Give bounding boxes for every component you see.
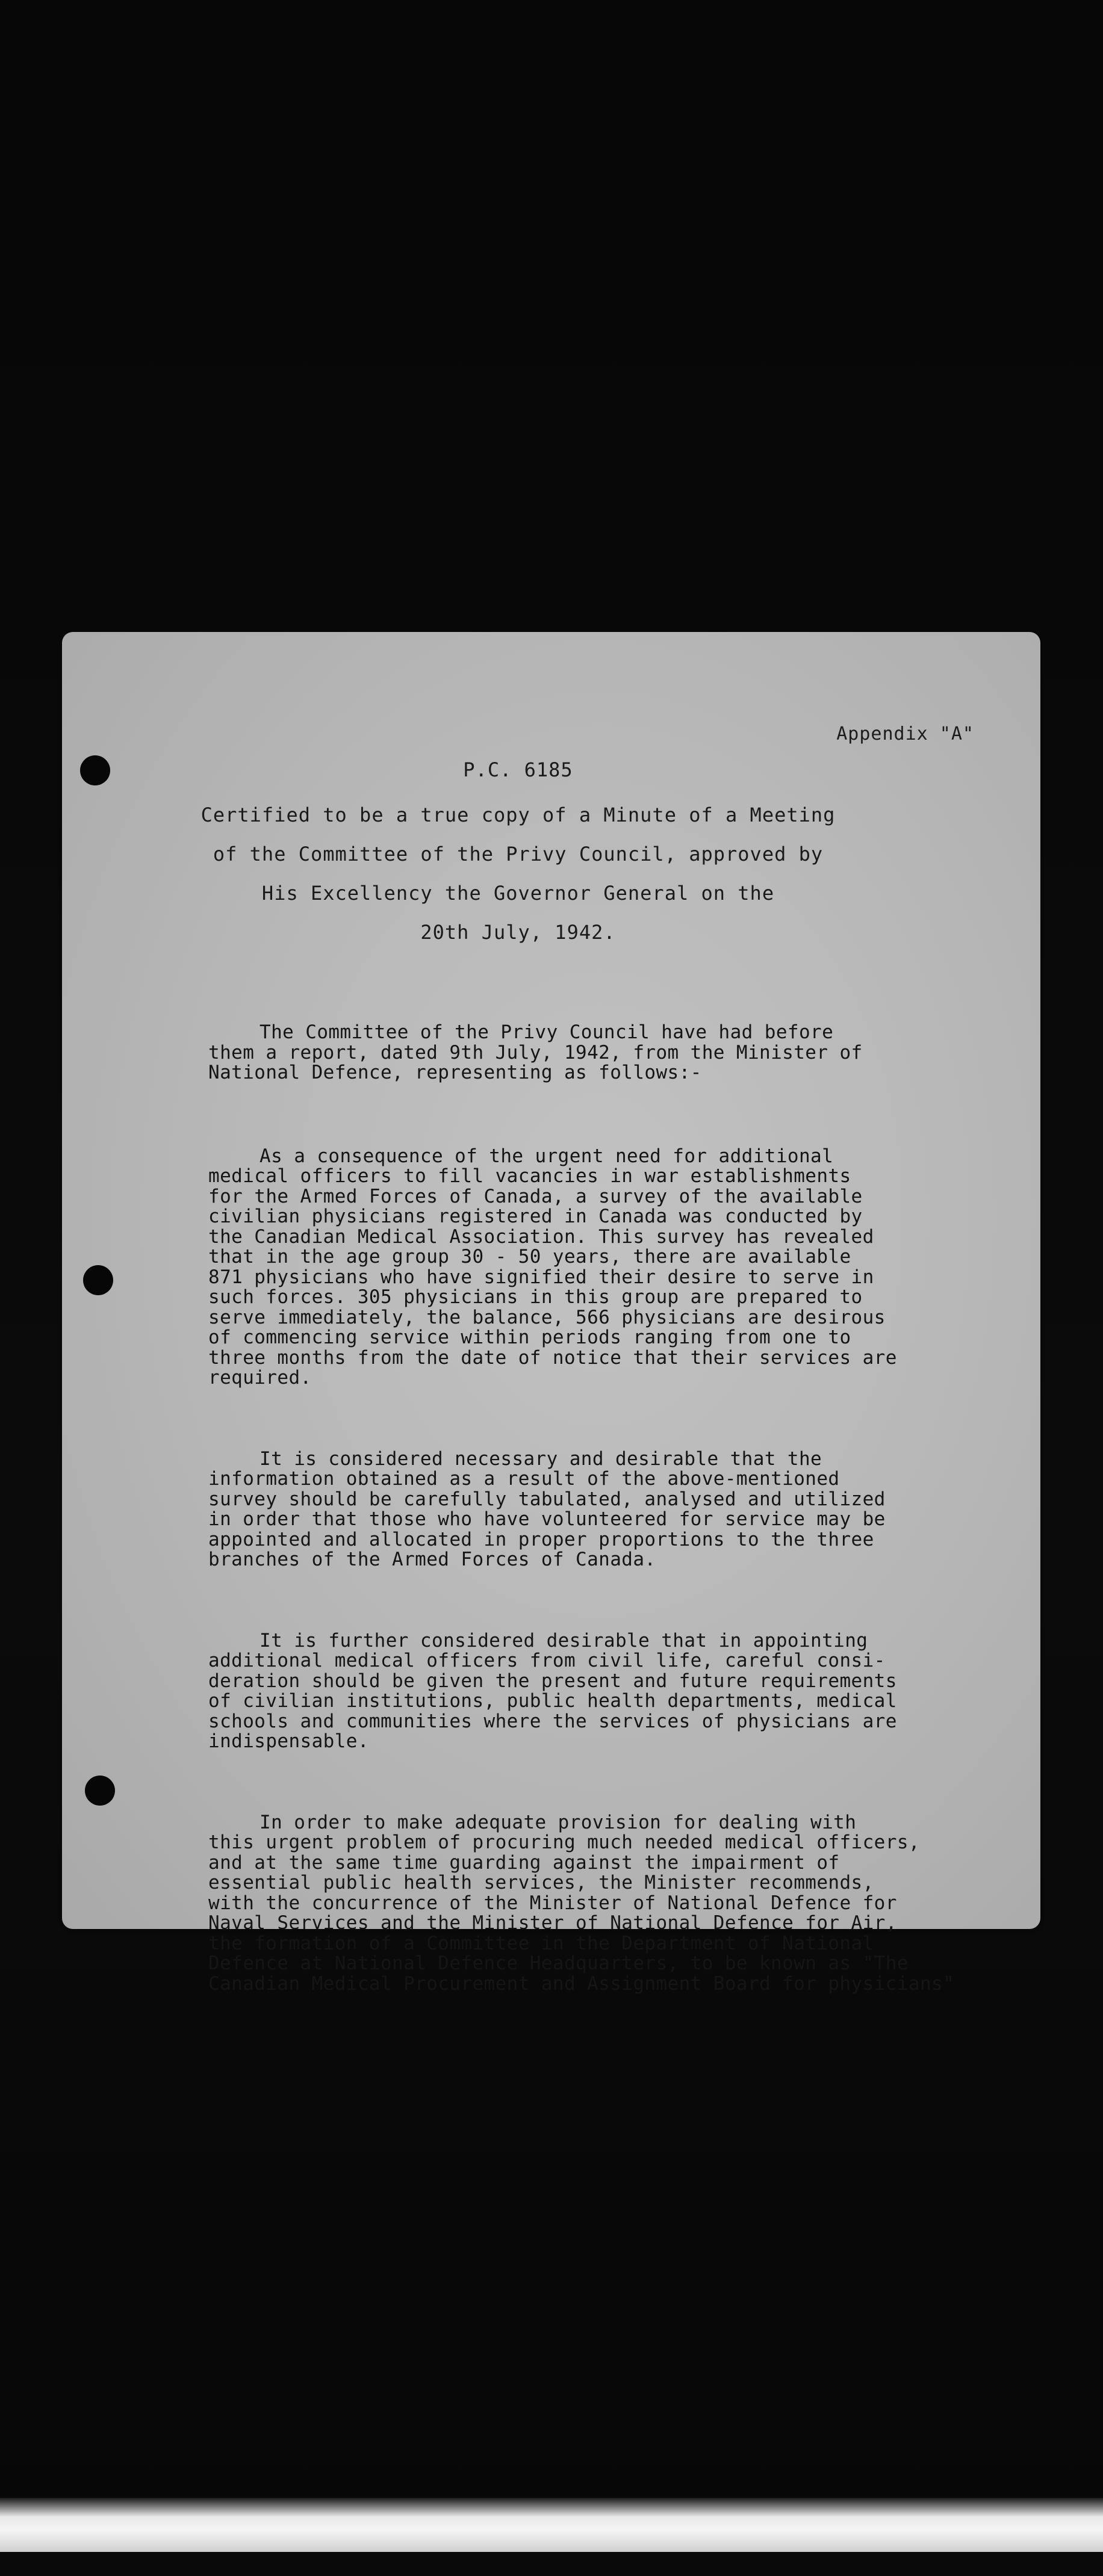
paragraph-report: The Committee of the Privy Council have had before them a report, dated 9th July, 1942, from the Minister of National Defence, representing as follows:-: [208, 1021, 863, 1083]
paragraph-tabulation: It is considered necessary and desirable that the information obtained as a result of the above-mentioned survey should be carefully tabulated, analysed and utilized in order that those who have volunteered for service may be appointed and allocated in proper proportions to the three branches of the Armed Forces of Canada.: [208, 1447, 886, 1570]
appendix-label: Appendix "A": [836, 723, 974, 745]
film-bottom-border: [0, 2552, 1103, 2576]
minute-body: [208, 982, 985, 2055]
order-number: P.C. 6185: [463, 758, 573, 781]
film-edge-strip: [0, 2498, 1103, 2552]
paragraph-civilian-requirements: It is further considered desirable that in appointing additional medical officers from civil life, careful consi- deration should be given the present and future requirements of civilian institutions, public health departments, medical schools and communities where the services of physicians are indispensable.: [208, 1629, 897, 1752]
certification-line-2: of the Committee of the Privy Council, approved by: [213, 843, 824, 865]
punch-hole-bottom: [85, 1776, 115, 1806]
document-page: [62, 632, 1040, 1995]
punch-hole-middle: [83, 1265, 113, 1295]
certification-date: 20th July, 1942.: [420, 921, 616, 944]
certification-line-1: Certified to be a true copy of a Minute of a Meeting: [200, 803, 836, 826]
paragraph-survey: As a consequence of the urgent need for additional medical officers to fill vacancies in war establishments for the Armed Forces of Canada, a survey of the available civilian physicians registered in Canada was conducted by the Canadian Medical Association. This survey has revealed that in the age group 30 - 50 years, there are available 871 physicians who have signified their desire to serve in such forces. 305 physicians in this group are prepared to serve immediately, the balance, 566 physicians are desirous of commencing service within periods ranging from one to three months from the date of notice that their services are required.: [208, 1145, 897, 1389]
certification-line-3: His Excellency the Governor General on the: [261, 882, 775, 905]
paragraph-recommendation: In order to make adequate provision for dealing with this urgent problem of procuring much needed medical officers, and at the same time guarding against the impairment of essential public health services, the Minister recommends, with the concurrence of the Minister of National Defence for Naval Services and the Minister of National Defence for Air, the formation of a Committee in the Department of National Defence at National Defence Headquarters, to be known as "The Canadian Medical Procurement and Assignment Board for physicians": [208, 1811, 955, 1995]
